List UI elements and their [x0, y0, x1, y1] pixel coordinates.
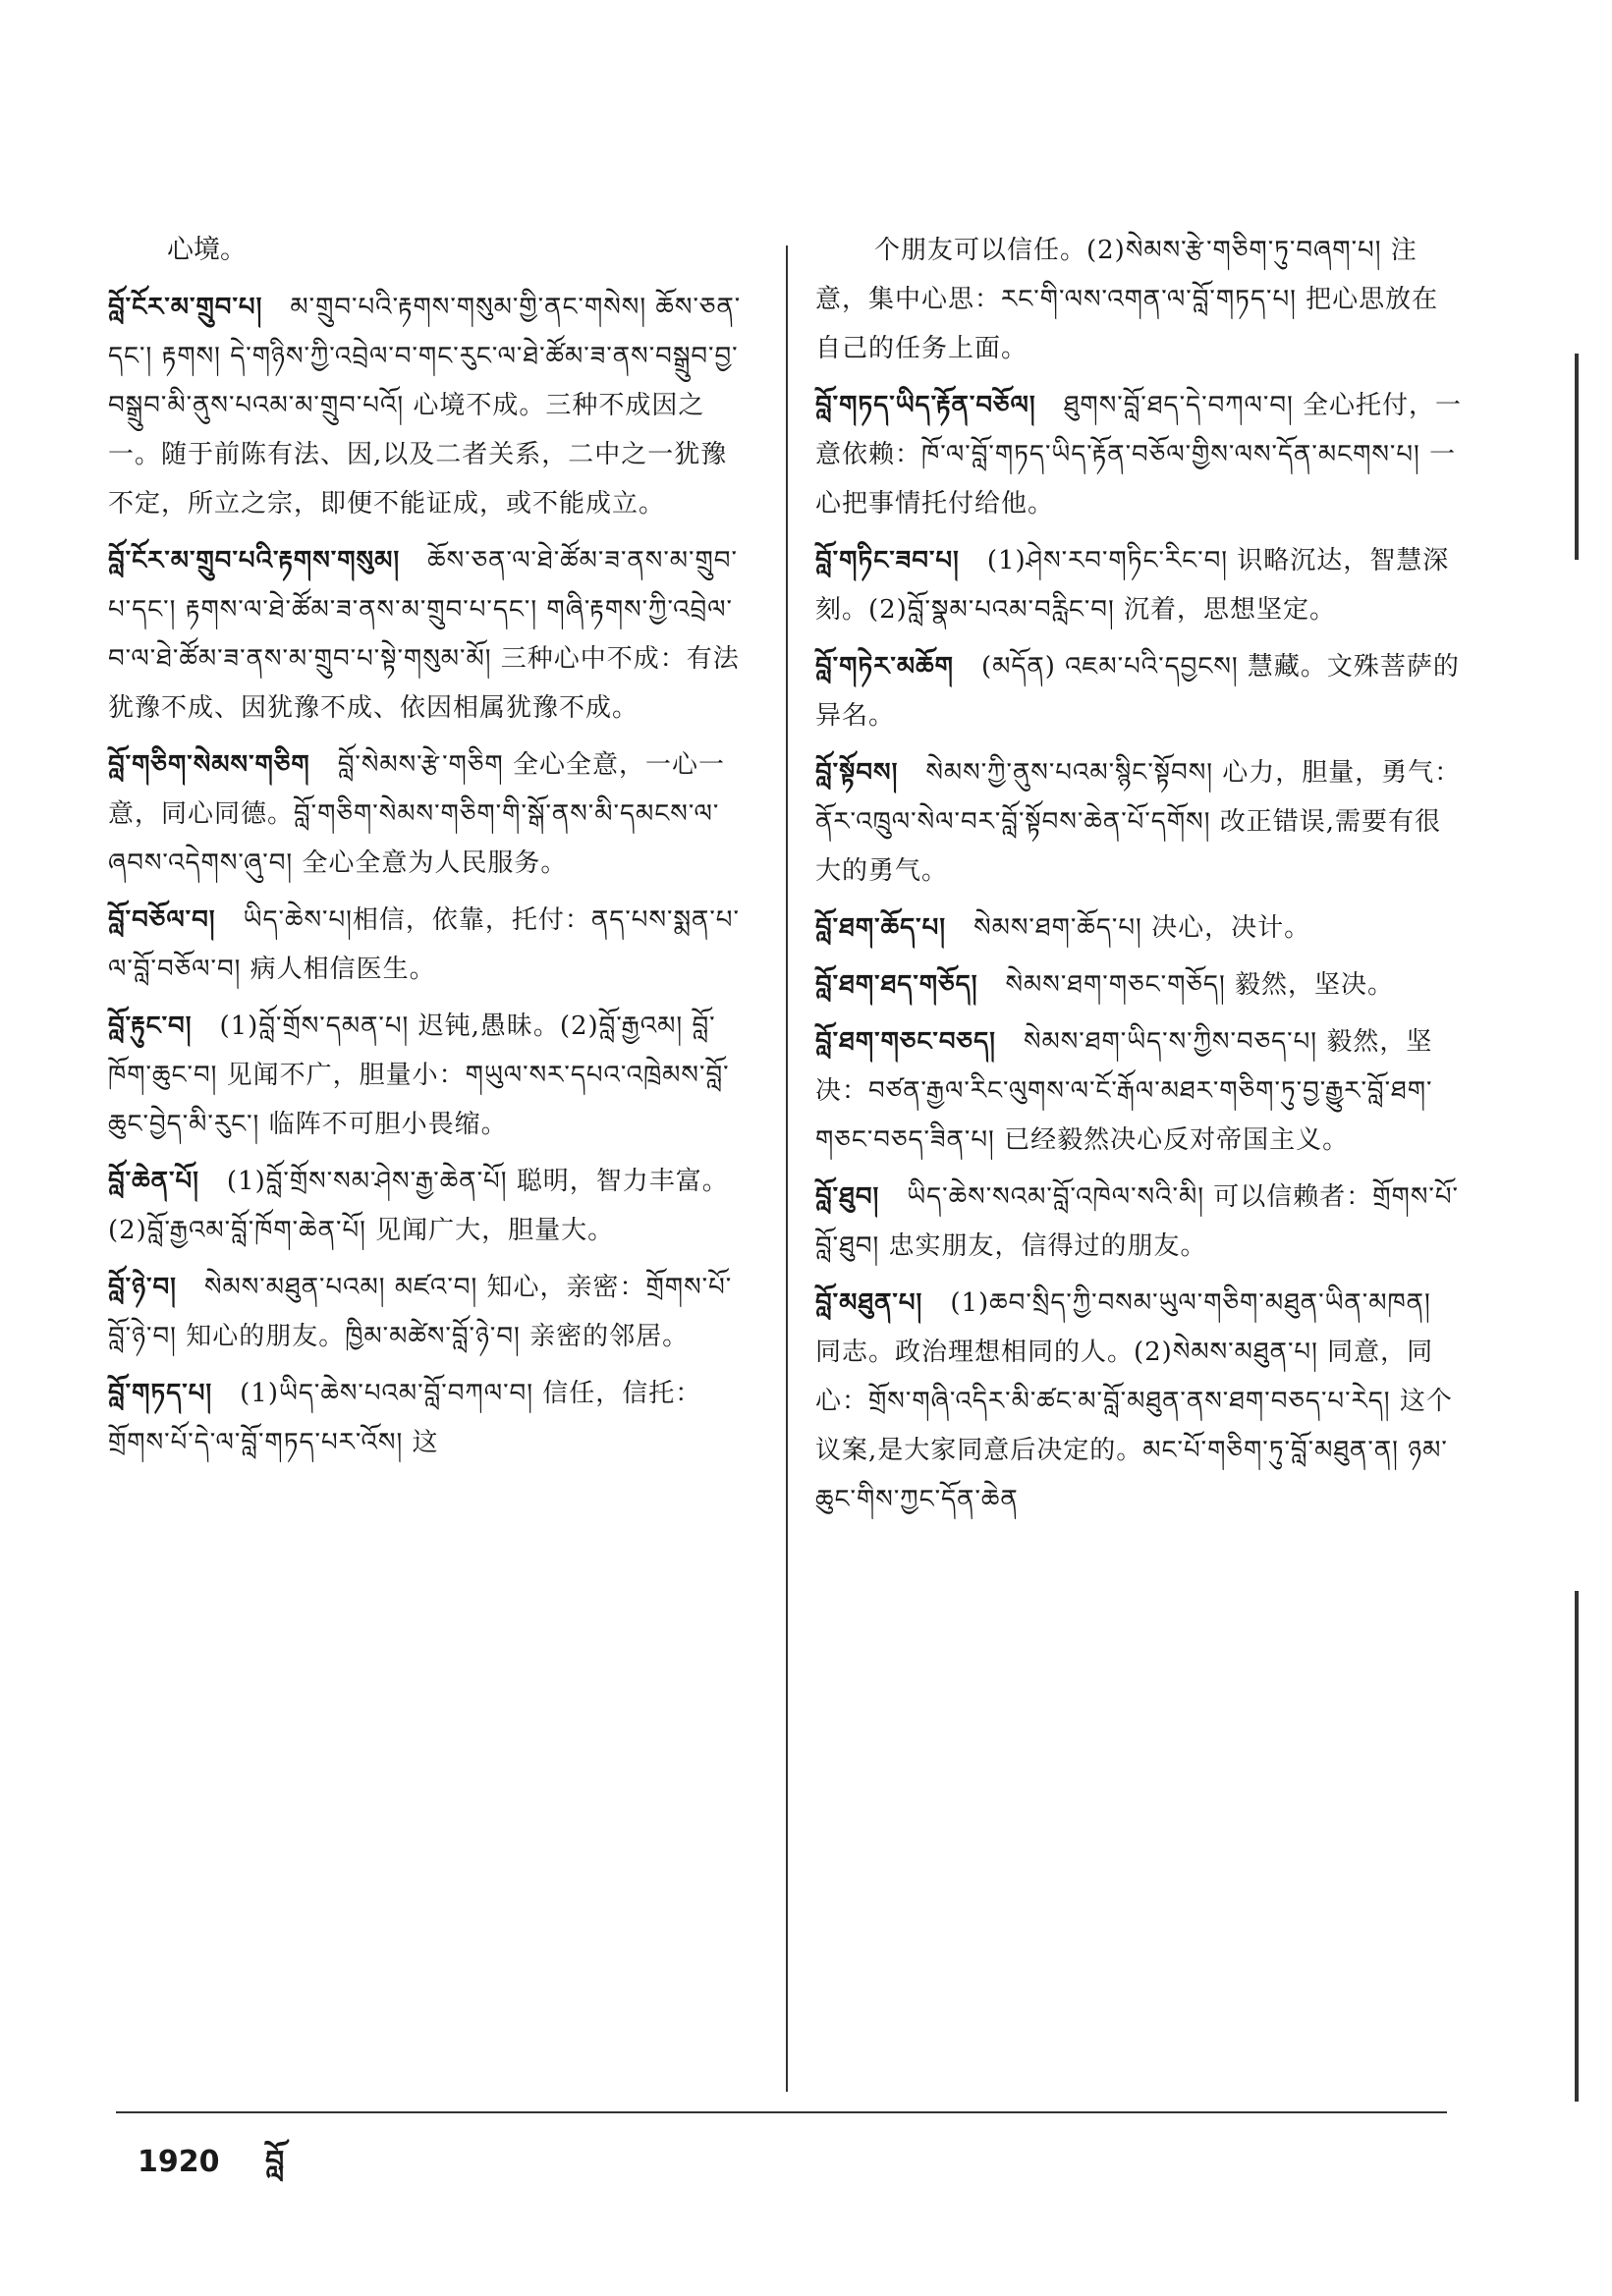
entry-continuation: 心境。 [167, 235, 247, 265]
dictionary-entry [815, 1173, 1464, 1271]
scan-edge-mark [1575, 354, 1579, 560]
dictionary-entry [815, 903, 1464, 953]
dictionary-entry [108, 536, 751, 733]
entry-body: (1)བློ་གྲོས་དམན་པ། 迟钝,愚昧。(2)བློ་རྒྱའམ། བློ་ཁོག་ཆུང་བ། 见闻不广，胆量小：གཡུལ་སར་དཔའ་འཁྲེམས་བློ་ཆུང་བྱེད་མི་རུང་། 临阵不可胆小畏缩。 [108, 1011, 730, 1139]
entry-headword: བློ་ཐག་ཐད་གཅོད། [815, 970, 978, 1000]
dictionary-entry [108, 1002, 751, 1149]
entry-body: ཡིད་ཆེས་པ།相信，依靠，托付：ནད་པས་སྨན་པ་ལ་བློ་བཅོལ་བ། 病人相信医生。 [108, 905, 740, 984]
dictionary-entry [108, 1157, 751, 1255]
entry-body: (མདོན) འཇམ་པའི་དབྱངས། 慧藏。文殊菩萨的异名。 [815, 652, 1460, 731]
dictionary-entry [108, 740, 751, 888]
page-number: 1920 [138, 2145, 220, 2179]
dictionary-entry [815, 748, 1464, 896]
dictionary-entry [815, 1017, 1464, 1165]
dictionary-entry [108, 896, 751, 994]
entry-headword: བློ་ཉེ་བ། [108, 1273, 177, 1302]
entry-headword: བློ་ངོར་མ་གྲུབ་པའི་རྟགས་གསུམ། [108, 546, 401, 575]
entry-body: ཐུགས་བློ་ཐད་དེ་བཀལ་བ། 全心托付，一意依赖：ཁོ་ལ་བློ་གཏད་ཡིད་རྟོན་བཅོལ་གྱིས་ལས་དོན་མངགས་པ། 一心把事情托付给他。 [815, 391, 1463, 519]
entry-body: ཡིད་ཆེས་སའམ་བློ་འཁེལ་སའི་མི། 可以信赖者：གྲོགས་པོ་བློ་ཐུབ། 忠实朋友，信得过的朋友。 [815, 1182, 1459, 1261]
entry-headword: བློ་རྟུང་བ། [108, 1011, 193, 1041]
entry-headword: བློ་གཅིག་སེམས་གཅིག [108, 750, 310, 780]
entry-body: (1)ཆབ་སྲིད་ཀྱི་བསམ་ཡུལ་གཅིག་མཐུན་ཡིན་མཁན། 同志。政治理想相同的人。(2)སེམས་མཐུན་པ། 同意，同心：གྲོས་གཞི་འདིར་མི་ཚང་མ་བློ་མཐུན་ནས་ཐག་བཅད་པ་རེད། 这个议案,是大家同意后决定的。མང་པོ་གཅིག་ཏུ་བློ་མཐུན་ན། ཉམ་ཆུང་གིས་ཀྱང་དོན་ཆེན [815, 1288, 1453, 1514]
dictionary-entry [108, 1263, 751, 1361]
column-divider [786, 246, 788, 2092]
entry-headword: བློ་གཏེར་མཆོག [815, 652, 954, 682]
entry-headword: བློ་གཏིང་ཟབ་པ། [815, 546, 960, 575]
footer-rule [116, 2111, 1447, 2113]
entry-headword: བློ་གཏད་པ། [108, 1379, 213, 1408]
right-column [815, 226, 1464, 1532]
dictionary-entry [815, 960, 1464, 1010]
entry-body: ཆོས་ཅན་ལ་ཐེ་ཚོམ་ཟ་ནས་མ་གྲུབ་པ་དང་། རྟགས་ལ་ཐེ་ཚོམ་ཟ་ནས་མ་གྲུབ་པ་དང་། གཞི་རྟགས་ཀྱི་འབྲེལ་བ་ལ་ཐེ་ཚོམ་ཟ་ནས་མ་གྲུབ་པ་སྟེ་གསུམ་མོ། 三种心中不成：有法犹豫不成、因犹豫不成、依因相属犹豫不成。 [108, 546, 740, 723]
entry-body: སེམས་ཐག་ཆོད་པ། 决心，决计。 [973, 913, 1311, 943]
dictionary-entry [108, 1369, 751, 1467]
entry-body: (1)ཤེས་རབ་གཏིང་རིང་བ། 识略沉达，智慧深刻。(2)བློ་སྣམ་པའམ་བརླིང་བ། 沉着，思想坚定。 [815, 546, 1450, 625]
entry-body: སེམས་ཀྱི་ནུས་པའམ་སྙིང་སྟོབས། 心力，胆量，勇气：ནོར་འཁྲུལ་སེལ་བར་བློ་སྟོབས་ཆེན་པོ་དགོས། 改正错误,需要有很大的勇气。 [815, 758, 1462, 886]
left-column [108, 226, 751, 1475]
dictionary-entry [815, 1279, 1464, 1524]
entry-body: སེམས་ཐག་ཡིད་ས་ཀྱིས་བཅད་པ། 毅然，坚决：བཙན་རྒྱལ་རིང་ལུགས་ལ་ངོ་རྒོལ་མཐར་གཅིག་ཏུ་བྱ་རྒྱུར་བློ་ཐག་གཅང་བཅད་ཟིན་པ། 已经毅然决心反对帝国主义。 [815, 1027, 1433, 1155]
entry-headword: བློ་ཆེན་པོ། [108, 1167, 199, 1196]
entry-headword: བློ་ཐུབ། [815, 1182, 880, 1212]
page-letter: བློ [264, 2145, 285, 2179]
scan-edge-mark [1575, 1591, 1579, 2102]
entry-headword: བློ་ངོར་མ་གྲུབ་པ། [108, 293, 263, 322]
entry-body: བློ་སེམས་རྩེ་གཅིག 全心全意，一心一意，同心同德。བློ་གཅིག་སེམས་གཅིག་གི་སྒོ་ནས་མི་དམངས་ལ་ཞབས་འདེགས་ཞུ་བ། 全心全意为人民服务。 [108, 750, 725, 878]
entry-body: (1)བློ་གྲོས་སམ་ཤེས་རྒྱ་ཆེན་པོ། 聪明，智力丰富。(2)བློ་རྒྱའམ་བློ་ཁོག་ཆེན་པོ། 见闻广大，胆量大。 [108, 1167, 729, 1245]
dictionary-entry [815, 381, 1464, 528]
dictionary-entry [815, 642, 1464, 740]
entry-headword: བློ་གཏད་ཡིད་རྟོན་བཅོལ། [815, 391, 1036, 420]
entry-body: སེམས་མཐུན་པའམ། མཛའ་བ། 知心，亲密：གྲོགས་པོ་བློ་ཉེ་བ། 知心的朋友。ཁྱིམ་མཚེས་བློ་ཉེ་བ། 亲密的邻居。 [108, 1273, 733, 1351]
dictionary-entry [108, 283, 751, 528]
entry-headword: བློ་བཅོལ་བ། [108, 905, 216, 935]
entry-continuation: 个朋友可以信任。(2)སེམས་རྩེ་གཅིག་ཏུ་བཞག་པ། 注意，集中心思：རང་གི་ལས་འགན་ལ་བློ་གཏད་པ། 把心思放在自己的任务上面。 [815, 236, 1439, 363]
entry-body: སེམས་ཐག་གཅང་གཅོད། 毅然，坚决。 [1005, 970, 1394, 1000]
entry-headword: བློ་སྟོབས། [815, 758, 899, 788]
dictionary-entry [815, 536, 1464, 634]
entry-body: མ་གྲུབ་པའི་རྟགས་གསུམ་གྱི་ནང་གསེས། ཆོས་ཅན་དང་། རྟགས། དེ་གཉིས་ཀྱི་འབྲེལ་བ་གང་རུང་ལ་ཐེ་ཚོམ་ཟ་ནས་བསྒྲུབ་བྱ་བསྒྲུབ་མི་ནུས་པའམ་མ་གྲུབ་པའོ། 心境不成。三种不成因之一。随于前陈有法、因,以及二者关系，二中之一犹豫不定，所立之宗，即便不能证成，或不能成立。 [108, 293, 742, 519]
entry-headword: བློ་མཐུན་པ། [815, 1288, 923, 1318]
entry-body: (1)ཡིད་ཆེས་པའམ་བློ་བཀལ་བ། 信任，信托：གྲོགས་པོ་དེ་ལ་བློ་གཏད་པར་འོས། 这 [108, 1379, 702, 1457]
page-footer [138, 2129, 284, 2212]
entry-headword: བློ་ཐག་གཅང་བཅད། [815, 1027, 996, 1057]
entry-headword: བློ་ཐག་ཆོད་པ། [815, 913, 947, 943]
